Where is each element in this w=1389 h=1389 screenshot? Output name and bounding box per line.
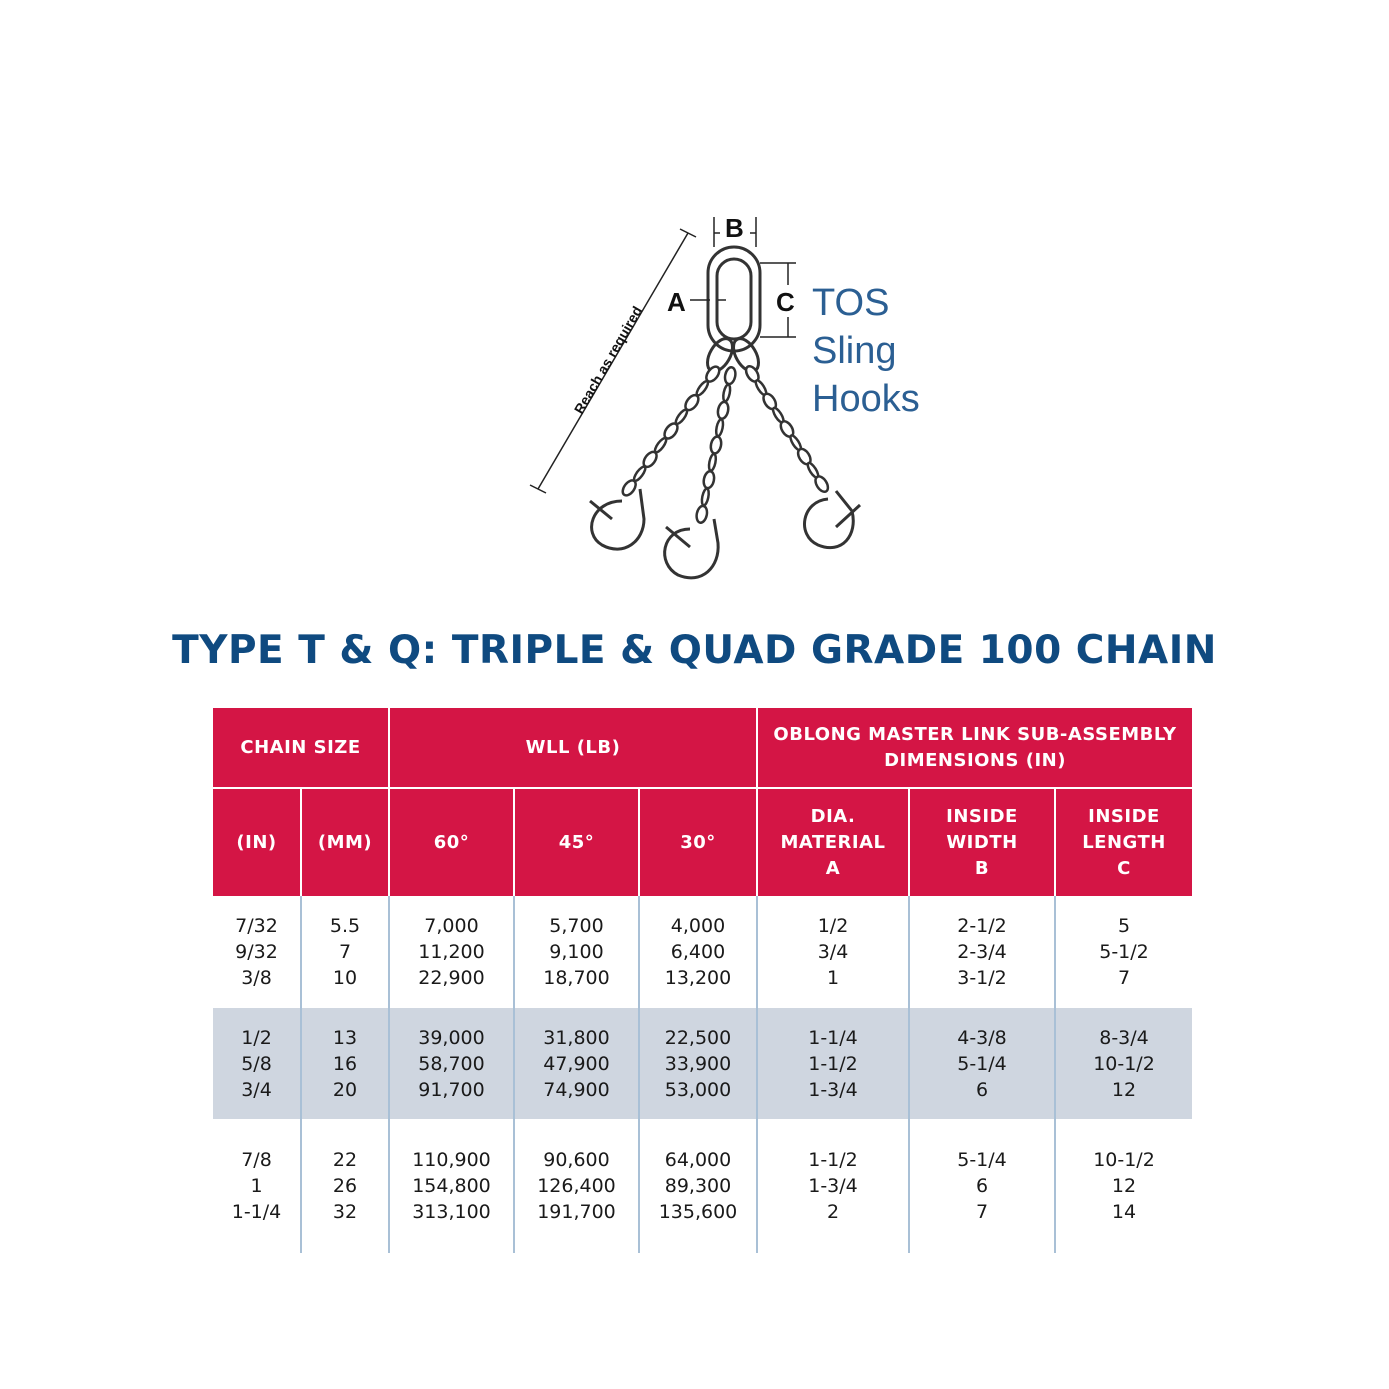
cell-width: 5-1/4 6 7 (909, 1119, 1055, 1253)
chain-link (695, 505, 708, 524)
hook-middle (665, 519, 719, 578)
header-oblong-line-2: DIMENSIONS (IN) (884, 749, 1066, 771)
table-row (213, 896, 1192, 1008)
header-dia-material (757, 788, 909, 896)
header-in: (IN) (213, 788, 301, 896)
cell-wll-30: 4,000 6,400 13,200 (639, 896, 757, 1008)
cell-dia: 1-1/2 1-3/4 2 (757, 1119, 909, 1253)
cell-wll-60: 7,000 11,200 22,900 (389, 896, 514, 1008)
side-label-line-3: Hooks (812, 378, 920, 420)
master-link-inner (717, 259, 751, 339)
cell-in: 7/8 1 1-1/4 (231, 1149, 282, 1223)
chain-link (709, 436, 722, 455)
chain-legs (620, 364, 830, 524)
spec-table (213, 708, 1192, 1253)
cell-wll-45: 90,600 126,400 191,700 (514, 1119, 639, 1253)
table-row (213, 1008, 1192, 1119)
chain-link (715, 419, 724, 437)
header-mm: (MM) (301, 788, 389, 896)
side-label-line-1: TOS (812, 282, 890, 324)
cell-wll-45: 5,700 9,100 18,700 (514, 896, 639, 1008)
header-inside-width (909, 788, 1055, 896)
header-width-line-3: B (974, 857, 990, 879)
header-60-deg: 60° (389, 788, 514, 896)
chain-link (708, 453, 717, 471)
cell-length: 8-3/4 10-1/2 12 (1055, 1008, 1192, 1119)
chain-link (620, 478, 638, 498)
header-width-line-1: INSIDE (946, 805, 1018, 827)
cell-mm: 5.5 7 10 (301, 896, 389, 1008)
chain-link (716, 401, 729, 420)
header-inside-length (1055, 788, 1192, 896)
header-length-line-1: INSIDE (1088, 805, 1160, 827)
chain-link (695, 380, 710, 397)
label-c: C (776, 287, 795, 317)
cell-mm: 22 26 32 (301, 1119, 389, 1253)
cell-mm: 13 16 20 (301, 1008, 389, 1119)
label-b: B (725, 213, 744, 243)
cell-width: 4-3/8 5-1/4 6 (909, 1008, 1055, 1119)
chain-link (724, 366, 737, 385)
chain-link (722, 384, 731, 402)
chain-link (813, 474, 831, 494)
cell-wll-30: 22,500 33,900 53,000 (639, 1008, 757, 1119)
header-oblong-line-1: OBLONG MASTER LINK SUB-ASSEMBLY (773, 723, 1177, 745)
page-title: TYPE T & Q: TRIPLE & QUAD GRADE 100 CHAIN (172, 628, 1217, 673)
header-dia-line-3: A (825, 857, 841, 879)
header-dia-line-2: MATERIAL (780, 831, 886, 853)
table-row (213, 1119, 1192, 1253)
cell-dia: 1-1/4 1-1/2 1-3/4 (757, 1008, 909, 1119)
chain-link (701, 488, 710, 506)
header-wll: WLL (LB) (389, 708, 757, 788)
cell-dia: 1/2 3/4 1 (757, 896, 909, 1008)
header-length-line-2: LENGTH (1082, 831, 1166, 853)
cell-width: 2-1/2 2-3/4 3-1/2 (909, 896, 1055, 1008)
side-label-line-2: Sling (812, 330, 897, 372)
hook-left (592, 489, 644, 549)
header-length-line-3: C (1117, 857, 1131, 879)
header-width-line-2: WIDTH (946, 831, 1018, 853)
cell-wll-30: 64,000 89,300 135,600 (639, 1119, 757, 1253)
label-a: A (667, 287, 686, 317)
cell-in: 1/2 5/8 3/4 (213, 1008, 301, 1119)
header-45-deg: 45° (514, 788, 639, 896)
cell-wll-60: 110,900 154,800 313,100 (389, 1119, 514, 1253)
cell-wll-45: 31,800 47,900 74,900 (514, 1008, 639, 1119)
chain-link (702, 470, 715, 489)
reach-label: Reach as required (570, 303, 646, 417)
cell-in: 7/32 9/32 3/8 (235, 915, 278, 989)
cell-length: 5 5-1/2 7 (1055, 896, 1192, 1008)
cell-length: 10-1/2 12 14 (1055, 1119, 1192, 1253)
header-chain-size: CHAIN SIZE (213, 708, 389, 788)
header-dia-line-1: DIA. (810, 805, 856, 827)
cell-wll-60: 39,000 58,700 91,700 (389, 1008, 514, 1119)
header-30-deg: 30° (639, 788, 757, 896)
header-oblong (757, 708, 1192, 788)
